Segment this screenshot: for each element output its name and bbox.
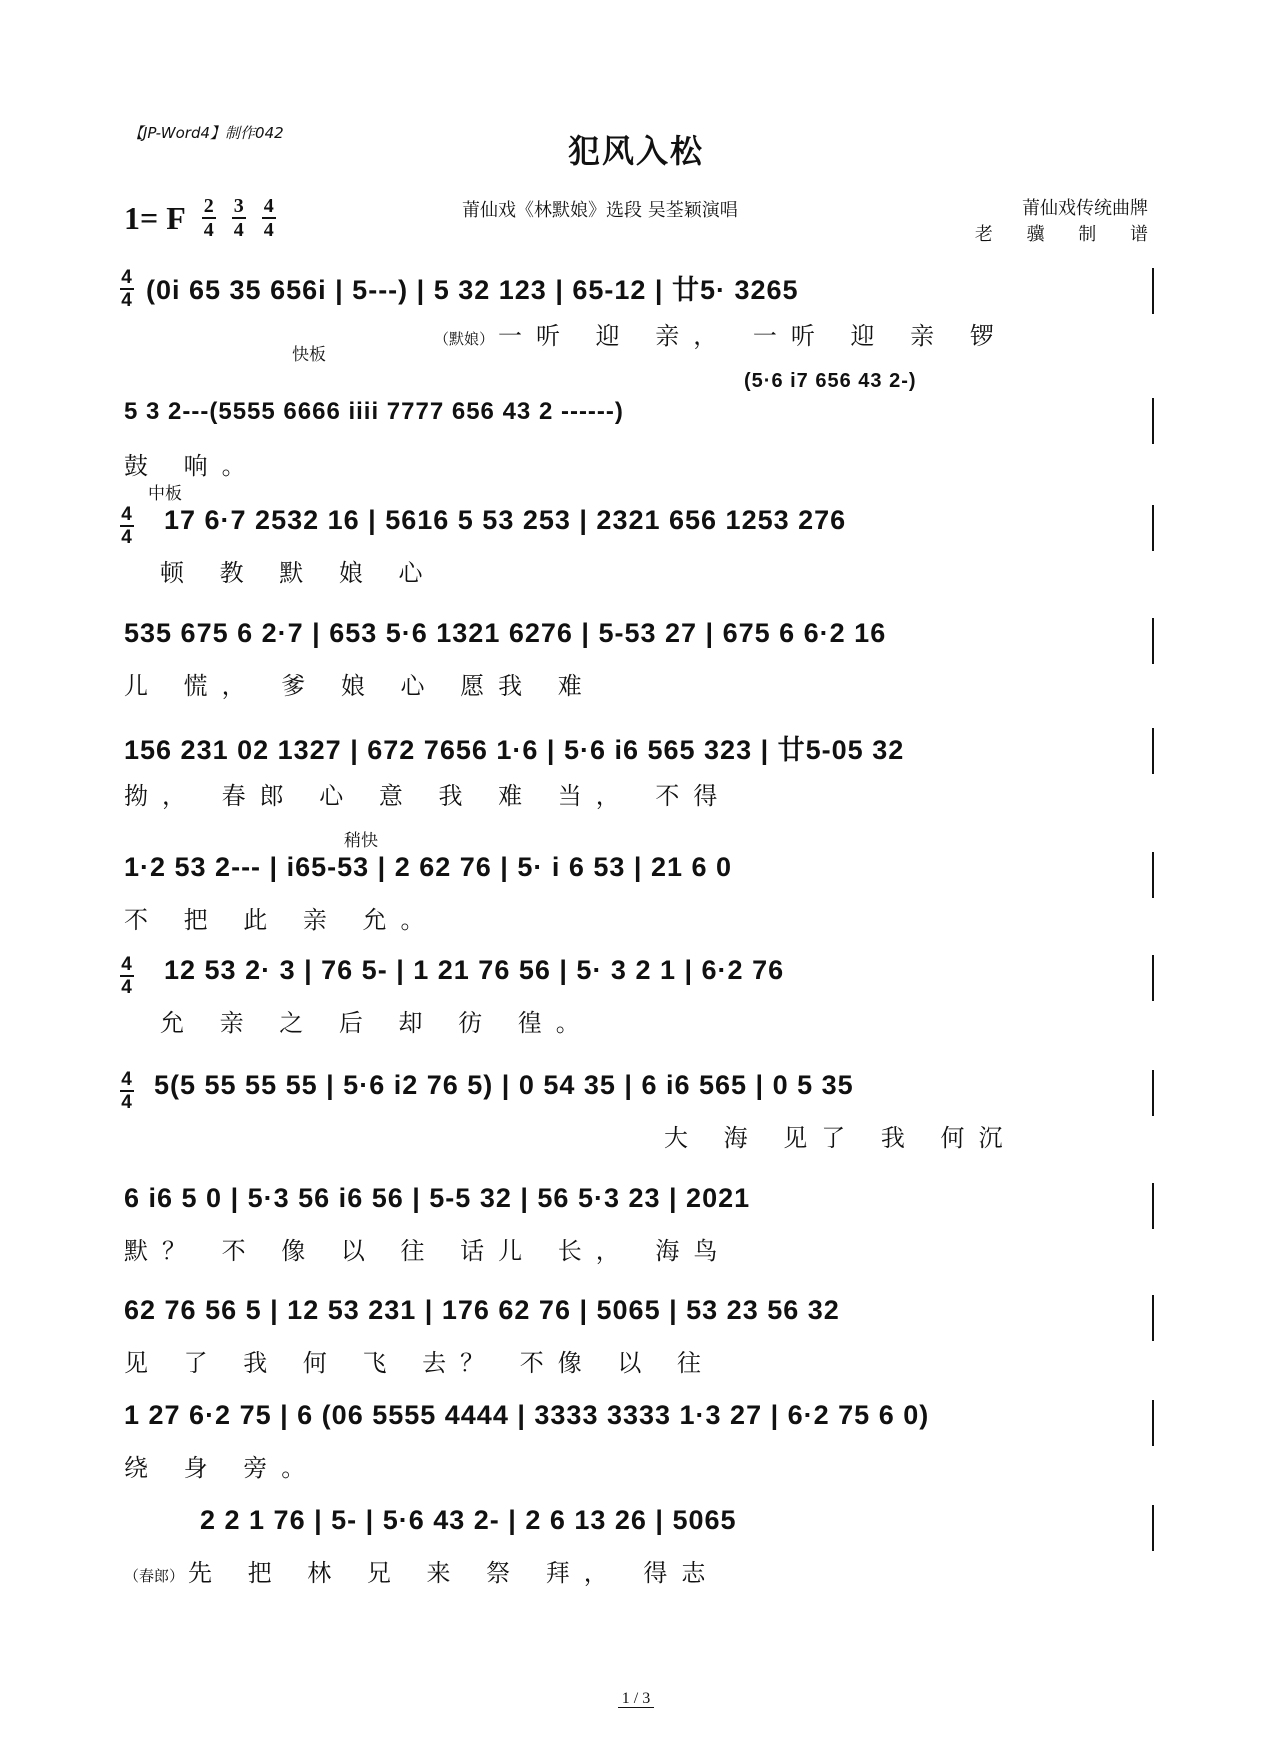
lyrics: 拗， 春郎 心 意 我 难 当， 不得 xyxy=(124,782,732,810)
notes: 156 231 02 1327 | 672 7656 1·6 | 5·6 i6 565 323 | 廿5-05 32 xyxy=(124,735,905,765)
barline xyxy=(1152,955,1154,1001)
alt-notation-line xyxy=(124,370,1154,398)
credit-block xyxy=(974,196,1162,248)
notation-line xyxy=(124,618,1154,666)
lyrics: 鼓 响。 xyxy=(124,452,260,480)
lyrics-line xyxy=(124,553,1154,591)
time-sig: 4 4 xyxy=(121,954,133,998)
role-label: （春郎） xyxy=(124,1567,185,1585)
tempo-mark: 快板 xyxy=(292,345,326,365)
barline xyxy=(1152,1505,1154,1551)
time-signature-3-4: 3 4 xyxy=(233,195,244,241)
score-system-8 xyxy=(121,1069,1154,1156)
notation-line xyxy=(124,1400,1154,1448)
score-system-11 xyxy=(124,1400,1154,1486)
score-system-4 xyxy=(124,618,1154,704)
lyrics: 大 海 见了 我 何沉 xyxy=(664,1124,1017,1152)
lyrics-line xyxy=(124,1448,1154,1486)
lyrics-line xyxy=(124,776,1154,814)
score-system-3 xyxy=(121,484,1154,591)
time-signature-2-4: 2 4 xyxy=(203,195,214,241)
notation-line xyxy=(124,1295,1154,1343)
lyrics: 儿 慌， 爹 娘 心 愿我 难 xyxy=(124,672,596,700)
lyrics: 见 了 我 何 飞 去？ 不像 以 往 xyxy=(124,1349,716,1377)
notes: 1·2 53 2--- | i65-53 | 2 62 76 | 5· i 6 53 | 21 6 0 xyxy=(124,852,733,882)
notation-line xyxy=(121,267,1154,316)
lyrics: 一听 迎 亲， 一听 迎 亲 锣 xyxy=(498,322,1008,350)
notes: (0i 65 35 656i | 5---) | 5 32 123 | 65-12 | 廿5· 3265 xyxy=(146,275,799,305)
barline xyxy=(1152,852,1154,898)
notes: 6 i6 5 0 | 5·3 56 i6 56 | 5-5 32 | 56 5·3 23 | 2021 xyxy=(124,1183,751,1213)
key-label: 1= F xyxy=(124,199,186,236)
notes: 5(5 55 55 55 | 5·6 i2 76 5) | 0 54 35 | 6 i6 565 | 0 5 35 xyxy=(154,1070,854,1100)
lyrics: 顿 教 默 娘 心 xyxy=(160,559,437,587)
notation-line xyxy=(121,1069,1154,1118)
score-system-9 xyxy=(124,1183,1154,1269)
barline xyxy=(1152,505,1154,551)
lyrics-line xyxy=(124,1118,1154,1156)
page-title: 犯风入松 xyxy=(567,132,704,170)
lyrics-line xyxy=(124,1343,1154,1381)
score-system-7 xyxy=(121,954,1154,1041)
notes: 12 53 2· 3 | 76 5- | 1 21 76 56 | 5· 3 2 1 | 6·2 76 xyxy=(164,955,785,985)
alt-notes: (5·6 i7 656 43 2-) xyxy=(744,370,917,392)
lyrics: 默？ 不 像 以 往 话儿 长， 海鸟 xyxy=(124,1237,732,1265)
page-number xyxy=(0,1690,1272,1708)
notes: 535 675 6 2·7 | 653 5·6 1321 6276 | 5-53 27 | 675 6 6·2 16 xyxy=(124,618,887,648)
tempo-mark: 稍快 xyxy=(344,831,378,851)
role-label: （默娘） xyxy=(434,330,495,348)
maker-note: 【JP-Word4】制作042 xyxy=(128,124,284,142)
lyrics: 允 亲 之 后 却 彷 徨。 xyxy=(160,1009,594,1037)
credit-line-1: 莆仙戏传统曲牌 xyxy=(1022,198,1148,219)
barline xyxy=(1152,398,1154,444)
lyrics-line xyxy=(124,900,1154,938)
notation-line xyxy=(124,398,1154,446)
notes: 2 2 1 76 | 5- | 5·6 43 2- | 2 6 13 26 | 5065 xyxy=(200,1505,737,1535)
barline xyxy=(1152,268,1154,314)
time-sig: 4 4 xyxy=(121,1069,133,1113)
lyrics-line xyxy=(124,1553,1154,1591)
page-number-text: 1 / 3 xyxy=(618,1690,654,1708)
notation-line xyxy=(124,1183,1154,1231)
barline xyxy=(1152,1295,1154,1341)
barline xyxy=(1152,618,1154,664)
notes: 1 27 6·2 75 | 6 (06 5555 4444 | 3333 3333 1·3 27 | 6·2 75 6 0) xyxy=(124,1400,930,1430)
notation-line xyxy=(121,504,1154,553)
time-sig: 4 4 xyxy=(121,267,133,311)
barline xyxy=(1152,1400,1154,1446)
key-signature xyxy=(124,196,276,240)
lyrics: 先 把 林 兄 来 祭 拜， 得志 xyxy=(188,1559,720,1587)
tempo-mark: 中板 xyxy=(148,484,182,504)
notation-line xyxy=(121,954,1154,1003)
score-system-1 xyxy=(121,267,1154,354)
time-signature-4-4: 4 4 xyxy=(263,195,274,241)
score-system-10 xyxy=(124,1295,1154,1381)
notation-line xyxy=(124,1505,1154,1553)
lyrics-line xyxy=(124,1231,1154,1269)
score-system-12 xyxy=(124,1505,1154,1591)
barline xyxy=(1152,1070,1154,1116)
score-system-2 xyxy=(124,345,1154,484)
score-system-5 xyxy=(124,728,1154,814)
notation-line xyxy=(124,728,1154,776)
score-system-6 xyxy=(124,831,1154,938)
lyrics-line xyxy=(124,316,1154,354)
barline xyxy=(1152,728,1154,774)
notes: 17 6·7 2532 16 | 5616 5 53 253 | 2321 656 1253 276 xyxy=(164,505,847,535)
notation-line xyxy=(124,852,1154,900)
lyrics-line xyxy=(124,446,1154,484)
lyrics-line xyxy=(124,1003,1154,1041)
barline xyxy=(1152,1183,1154,1229)
lyrics-line xyxy=(124,666,1154,704)
lyrics: 绕 身 旁。 xyxy=(124,1454,320,1482)
time-sig: 4 4 xyxy=(121,504,133,548)
lyrics: 不 把 此 亲 允。 xyxy=(124,906,439,934)
notes: 62 76 56 5 | 12 53 231 | 176 62 76 | 5065 | 53 23 56 32 xyxy=(124,1295,840,1325)
notes: 5 3 2---(5555 6666 iiii 7777 656 43 2 ------) xyxy=(124,398,624,425)
source-note: 莆仙戏《林默娘》选段 吴荃颖演唱 xyxy=(462,200,738,221)
credit-line-2: 老 骥 制 谱 xyxy=(974,224,1162,245)
